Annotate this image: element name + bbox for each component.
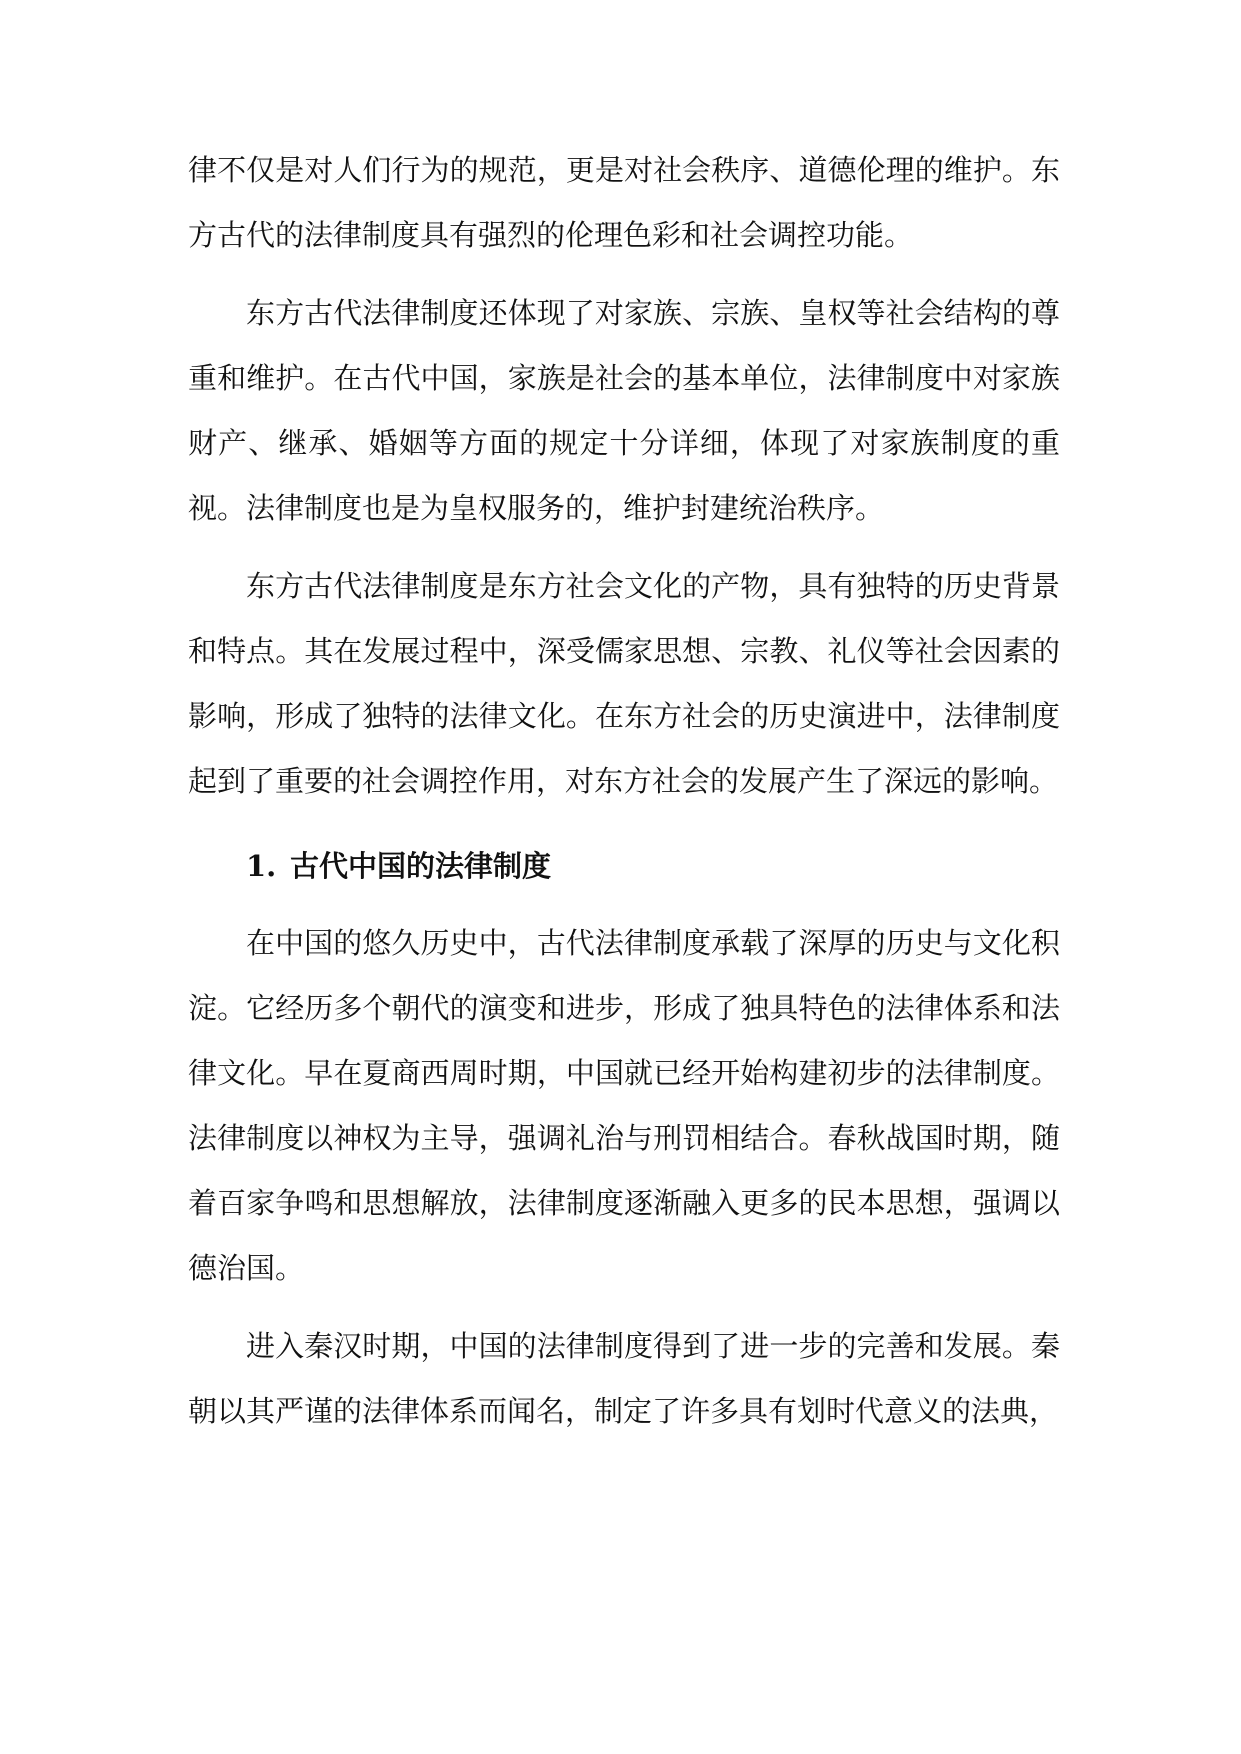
paragraph-3: 东方古代法律制度是东方社会文化的产物，具有独特的历史背景和特点。其在发展过程中，深受儒家思想、宗教、礼仪等社会因素的影响，形成了独特的法律文化。在东方社会的历史演进中，法律制度起到了重要的社会调控作用，对东方社会的发展产生了深远的影响。 <box>188 569 1060 798</box>
section-heading <box>188 834 1060 899</box>
paragraph-1: 律不仅是对人们行为的规范，更是对社会秩序、道德伦理的维护。东方古代的法律制度具有强烈的伦理色彩和社会调控功能。 <box>188 153 1060 252</box>
paragraph-5: 进入秦汉时期，中国的法律制度得到了进一步的完善和发展。秦朝以其严谨的法律体系而闻名，制定了许多具有划时代意义的法典， <box>188 1329 1060 1428</box>
paragraph-2: 东方古代法律制度还体现了对家族、宗族、皇权等社会结构的尊重和维护。在古代中国，家族是社会的基本单位，法律制度中对家族财产、继承、婚姻等方面的规定十分详细，体现了对家族制度的重视。法律制度也是为皇权服务的，维护封建统治秩序。 <box>188 296 1060 525</box>
section-number: 1. <box>246 849 277 883</box>
section-title: 古代中国的法律制度 <box>290 849 552 883</box>
paragraph-4: 在中国的悠久历史中，古代法律制度承载了深厚的历史与文化积淀。它经历多个朝代的演变和进步，形成了独具特色的法律体系和法律文化。早在夏商西周时期，中国就已经开始构建初步的法律制度。法律制度以神权为主导，强调礼治与刑罚相结合。春秋战国时期，随着百家争鸣和思想解放，法律制度逐渐融入更多的民本思想，强调以德治国。 <box>188 926 1060 1285</box>
document-body <box>188 138 1060 1457</box>
